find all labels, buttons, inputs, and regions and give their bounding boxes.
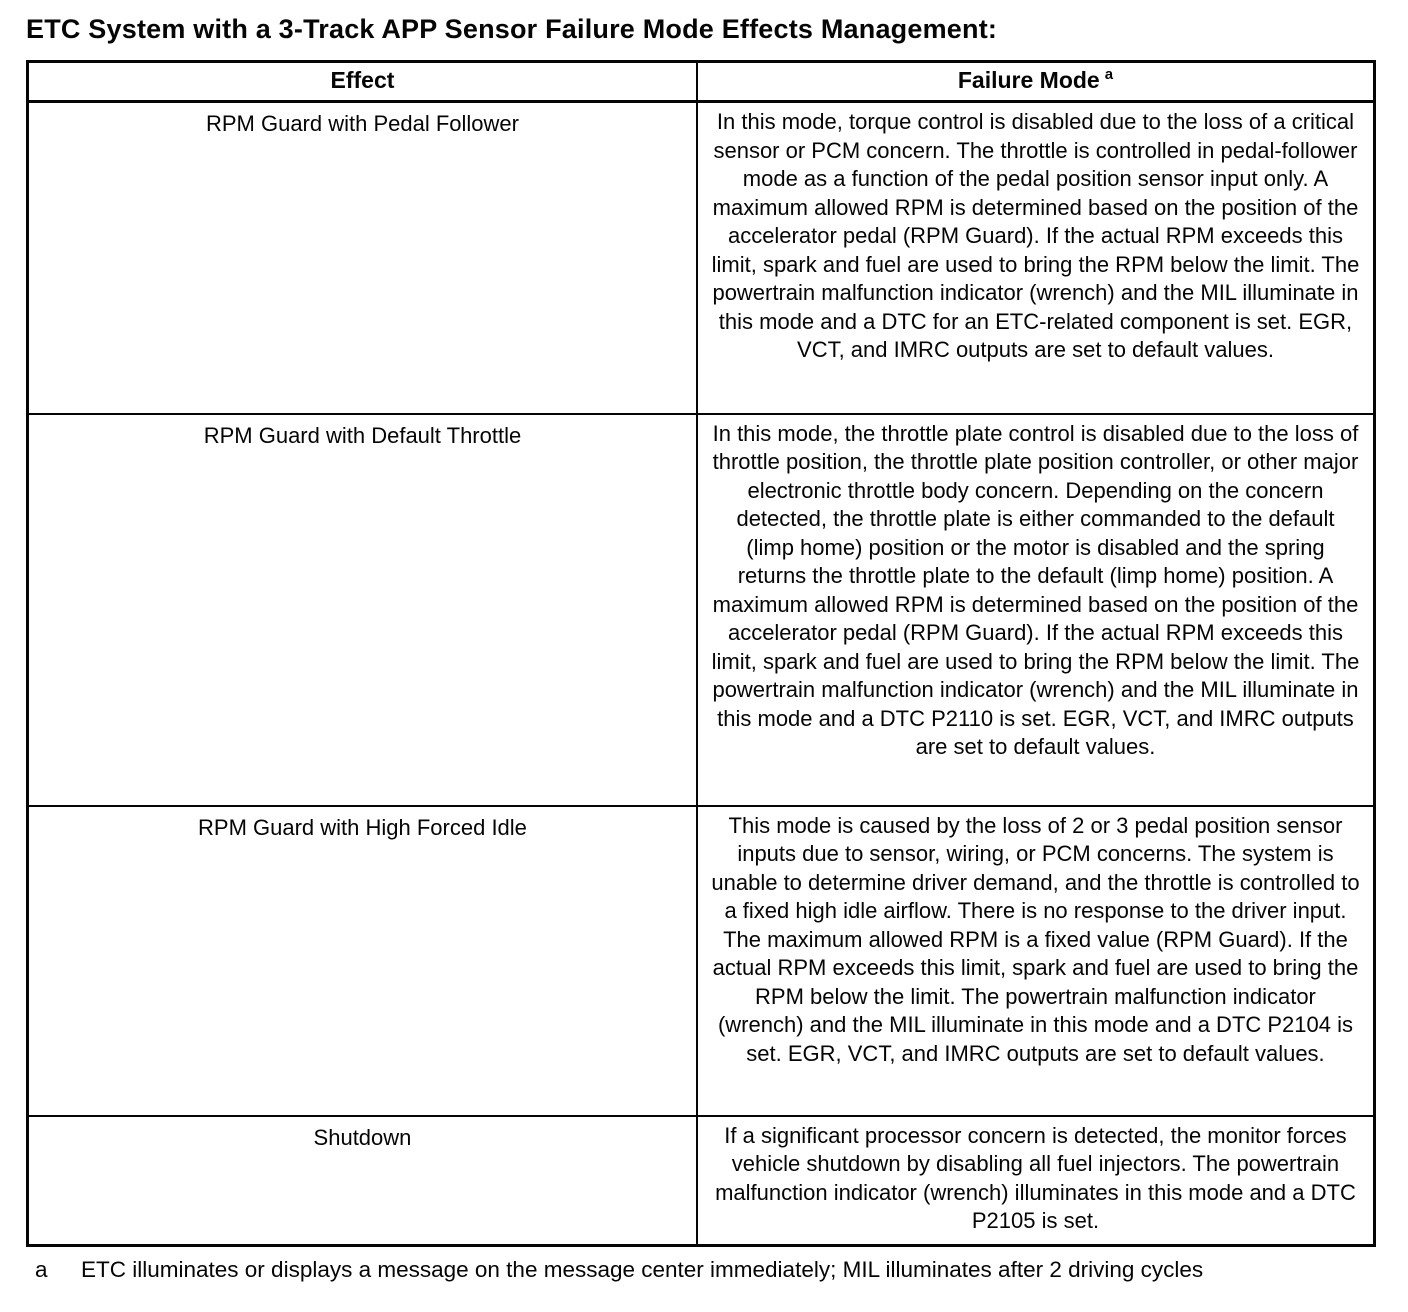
failure-mode-cell: In this mode, the throttle plate control is disabled due to the loss of throttle position, the throttle plate position controller, or other major electronic throttle body concern. Depending on the concern detected, the throttle plate is either commanded to the default (limp home) position or the motor is disabled and the spring returns the throttle plate to the default (limp home) position. A maximum allowed RPM is determined based on the position of the accelerator pedal (RPM Guard). If the actual RPM exceeds this limit, spark and fuel are used to bring the RPM below the limit. The powertrain malfunction indicator (wrench) and the MIL illuminate in this mode and a DTC P2110 is set. EGR, VCT, and IMRC outputs are set to default values. — [697, 414, 1375, 806]
failure-mode-cell: If a significant processor concern is detected, the monitor forces vehicle shutdown by disabling all fuel injectors. The powertrain malfunction indicator (wrench) illuminates in this mode and a DTC P2105 is set. — [697, 1116, 1375, 1246]
failure-mode-effects-table — [26, 60, 1376, 1247]
footnote — [26, 1256, 1380, 1284]
column-header-failure-mode-label: Failure Mode — [957, 67, 1100, 93]
failure-mode-cell: This mode is caused by the loss of 2 or 3 pedal position sensor inputs due to sensor, wiring, or PCM concerns. The system is unable to determine driver demand, and the throttle is controlled to a fixed high idle airflow. There is no response to the driver input. The maximum allowed RPM is a fixed value (RPM Guard). If the actual RPM exceeds this limit, spark and fuel are used to bring the RPM below the limit. The powertrain malfunction indicator (wrench) and the MIL illuminate in this mode and a DTC P2104 is set. EGR, VCT, and IMRC outputs are set to default values. — [697, 806, 1375, 1116]
footnote-reference-mark: a — [1104, 66, 1114, 84]
failure-mode-cell: In this mode, torque control is disabled due to the loss of a critical sensor or PCM concern. The throttle is controlled in pedal-follower mode as a function of the pedal position sensor input only. A maximum allowed RPM is determined based on the position of the accelerator pedal (RPM Guard). If the actual RPM exceeds this limit, spark and fuel are used to bring the RPM below the limit. The powertrain malfunction indicator (wrench) and the MIL illuminate in this mode and a DTC for an ETC-related component is set. EGR, VCT, and IMRC outputs are set to default values. — [697, 102, 1375, 414]
column-header-effect — [28, 62, 697, 102]
table-row — [28, 806, 1375, 1116]
table-row — [28, 1116, 1375, 1246]
table-row — [28, 102, 1375, 414]
table-row — [28, 414, 1375, 806]
column-header-effect-label: Effect — [330, 67, 395, 93]
effect-cell: Shutdown — [28, 1116, 697, 1246]
footnote-text: ETC illuminates or displays a message on the message center immediately; MIL illuminates after 2 driving cycles — [81, 1256, 1204, 1282]
table-header-row — [28, 62, 1375, 102]
column-header-failure-mode — [697, 62, 1375, 102]
page-title: ETC System with a 3-Track APP Sensor Failure Mode Effects Management: — [26, 14, 998, 44]
effect-cell: RPM Guard with Pedal Follower — [28, 102, 697, 414]
footnote-marker: a — [35, 1256, 48, 1282]
effect-cell: RPM Guard with Default Throttle — [28, 414, 697, 806]
effect-cell: RPM Guard with High Forced Idle — [28, 806, 697, 1116]
